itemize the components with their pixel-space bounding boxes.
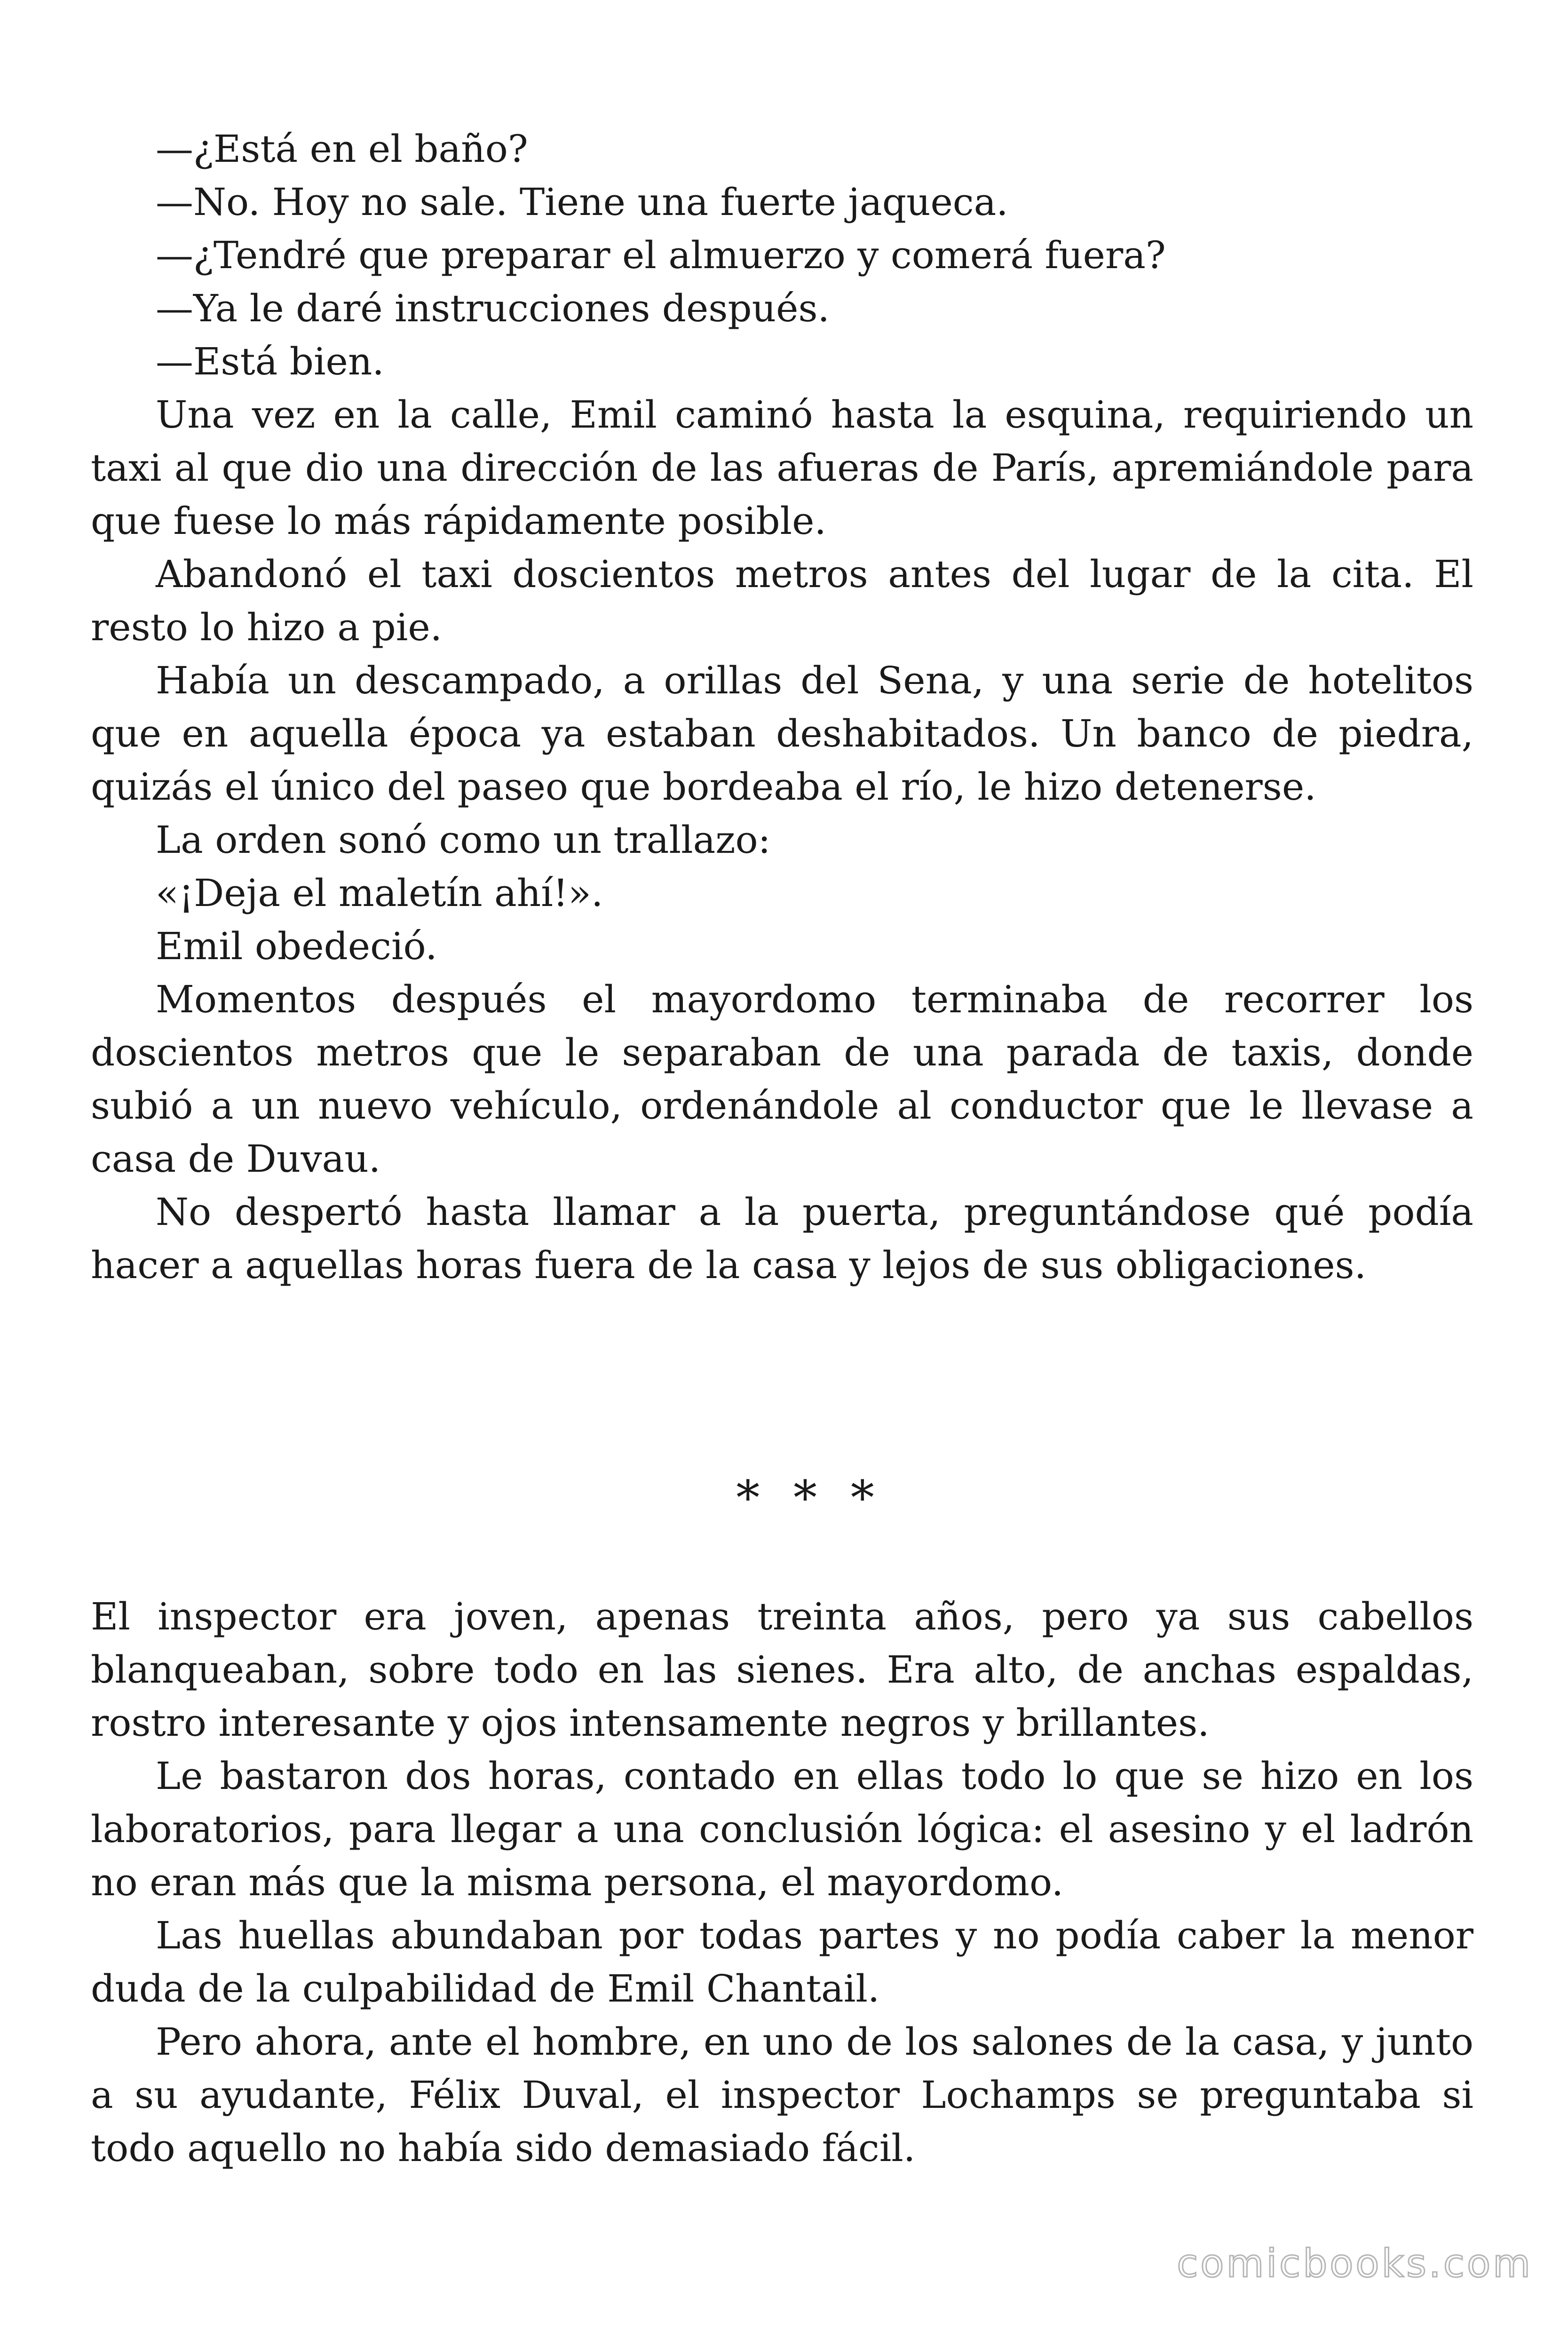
paragraph: «¡Deja el maletín ahí!». [156, 871, 603, 915]
paragraph: —Está bien. [156, 340, 384, 383]
paragraph: —¿Tendré que preparar el almuerzo y comerá fuera? [156, 233, 1166, 277]
paragraph: Momentos después el mayordomo terminaba de recorrer los doscientos metros que le separaban de una parada de taxis, donde subió a un nuevo vehículo, ordenándole al conductor que le llevase a casa de Duvau. [91, 977, 1473, 1181]
paragraph: —No. Hoy no sale. Tiene una fuerte jaqueca. [156, 180, 1008, 224]
paragraph: Abandonó el taxi doscientos metros antes del lugar de la cita. El resto lo hizo a pie. [91, 552, 1473, 649]
paragraph: El inspector era joven, apenas treinta años, pero ya sus cabellos blanqueaban, sobre todo en las sienes. Era alto, de anchas espaldas, rostro interesante y ojos intensamente negros y brillantes. [91, 1595, 1473, 1745]
paragraph: Pero ahora, ante el hombre, en uno de los salones de la casa, y junto a su ayudante, Félix Duval, el inspector Lochamps se preguntaba si todo aquello no había sido demasiado fácil. [91, 2020, 1473, 2170]
page-body-top [91, 122, 1473, 1292]
paragraph: La orden sonó como un trallazo: [156, 818, 771, 862]
section-break: * * * [736, 1470, 884, 1526]
paragraph: Emil obedeció. [156, 924, 437, 968]
paragraph: Había un descampado, a orillas del Sena, y una serie de hotelitos que en aquella época ya estaban deshabitados. Un banco de piedra, quizás el único del paseo que bordeaba el río, le hizo detenerse. [91, 659, 1473, 809]
paragraph: Las huellas abundaban por todas partes y no podía caber la menor duda de la culpabilidad de Emil Chantail. [91, 1914, 1473, 2010]
paragraph: No despertó hasta llamar a la puerta, preguntándose qué podía hacer a aquellas horas fuera de la casa y lejos de sus obligaciones. [91, 1190, 1473, 1287]
paragraph: —Ya le daré instrucciones después. [156, 286, 830, 330]
paragraph: Le bastaron dos horas, contado en ellas todo lo que se hizo en los laboratorios, para llegar a una conclusión lógica: el asesino y el ladrón no eran más que la misma persona, el mayordomo. [91, 1754, 1473, 1904]
paragraph: —¿Está en el baño? [156, 127, 528, 171]
page-body-bottom [91, 1590, 1473, 2175]
watermark: comicbooks.com [1177, 2241, 1533, 2286]
paragraph: Una vez en la calle, Emil caminó hasta la esquina, requiriendo un taxi al que dio una dirección de las afueras de París, apremiándole para que fuese lo más rápidamente posible. [91, 393, 1473, 543]
